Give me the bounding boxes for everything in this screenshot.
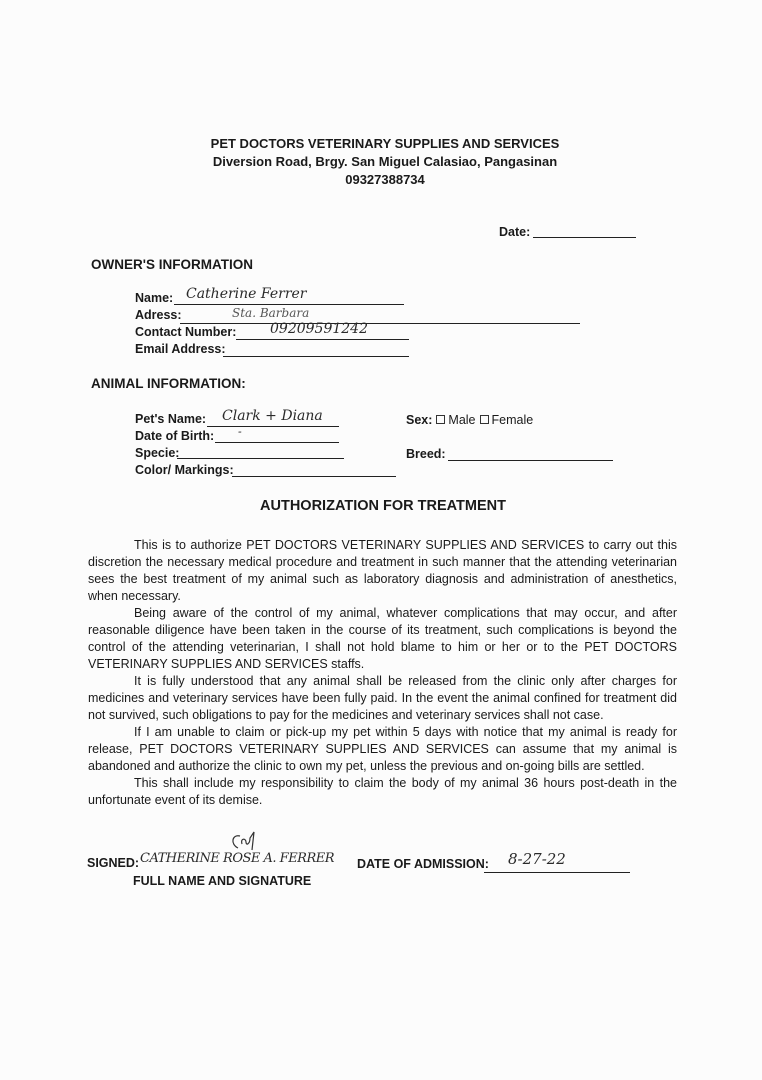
owner-address-value: Sta. Barbara: [232, 306, 310, 320]
owner-contact-label: Contact Number:: [135, 325, 237, 339]
owner-name-value: Catherine Ferrer: [186, 286, 307, 302]
female-checkbox[interactable]: [480, 415, 489, 424]
signed-value: CATHERINE ROSE A. FERRER: [140, 851, 335, 866]
pet-name-label: Pet's Name:: [135, 412, 207, 426]
authorization-paragraph: This shall include my responsibility to claim the body of my animal 36 hours post-death in the unfortunate event of its demise.: [88, 776, 677, 807]
authorization-body: [88, 537, 677, 809]
dob-label: Date of Birth:: [135, 429, 215, 443]
authorization-paragraph: This is to authorize PET DOCTORS VETERINARY SUPPLIES AND SERVICES to carry out this discretion the necessary medical procedure and treatment in such manner that the attending veterinarian sees the best treatment of my animal such as laboratory diagnosis and administration of anesthetics, when necessary.: [88, 538, 677, 603]
owner-section-heading: OWNER'S INFORMATION: [91, 257, 253, 272]
owner-name-label: Name:: [135, 291, 174, 305]
female-option-label: Female: [491, 413, 534, 427]
full-name-signature-label: FULL NAME AND SIGNATURE: [133, 874, 312, 888]
animal-section-heading: ANIMAL INFORMATION:: [91, 376, 246, 391]
business-address: Diversion Road, Brgy. San Miguel Calasiao, Pangasinan: [212, 154, 558, 169]
authorization-paragraph: Being aware of the control of my animal, whatever complications that may occur, and after reasonable diligence have been taken in the course of its treatment, such complications is beyond the control of the attending veterinarian, I shall not hold blame to him or her or to the PET DOCTORS VETERINARY SUPPLIES AND SERVICES staffs.: [88, 606, 677, 671]
date-of-admission-value: 8-27-22: [508, 850, 566, 868]
date-of-admission-field[interactable]: [484, 872, 630, 873]
authorization-paragraph: It is fully understood that any animal shall be released from the clinic only after charges for medicines and veterinary services have been fully paid. In the event the animal confined for treatment did not survived, such obligations to pay for the medicines and veterinary services shall not case.: [88, 674, 677, 722]
pet-name-value: Clark + Diana: [222, 408, 323, 424]
specie-field[interactable]: [177, 458, 344, 459]
dob-value: -: [238, 425, 242, 438]
owner-contact-value: 09209591242: [270, 321, 368, 337]
date-field[interactable]: [533, 237, 636, 238]
owner-address-label: Adress:: [135, 308, 182, 322]
specie-label: Specie:: [135, 446, 180, 460]
business-name: PET DOCTORS VETERINARY SUPPLIES AND SERVICES: [210, 136, 560, 151]
sex-field: [406, 413, 533, 427]
authorization-title: AUTHORIZATION FOR TREATMENT: [260, 498, 506, 514]
date-label: Date:: [499, 225, 531, 239]
date-of-admission-label: DATE OF ADMISSION:: [357, 857, 489, 871]
male-checkbox[interactable]: [436, 415, 445, 424]
pet-name-field[interactable]: [207, 426, 339, 427]
owner-address-field[interactable]: [180, 323, 580, 324]
signature-flourish: [226, 830, 266, 860]
owner-name-field[interactable]: [174, 304, 404, 305]
sex-label: Sex:: [406, 413, 433, 427]
breed-field[interactable]: [448, 460, 613, 461]
owner-email-label: Email Address:: [135, 342, 226, 356]
owner-contact-field[interactable]: [236, 339, 409, 340]
authorization-paragraph: If I am unable to claim or pick-up my pet within 5 days with notice that my animal is ready for release, PET DOCTORS VETERINARY SUPPLIES AND SERVICES can assume that my animal is abandoned and authorize the clinic to own my pet, unless the previous and on-going bills are settled.: [88, 725, 677, 773]
dob-field[interactable]: [215, 442, 339, 443]
male-option-label: Male: [448, 413, 476, 427]
signed-label: SIGNED:: [87, 856, 140, 870]
color-markings-field[interactable]: [232, 476, 396, 477]
owner-email-field[interactable]: [223, 356, 409, 357]
business-phone: 09327388734: [345, 172, 425, 187]
breed-label: Breed:: [406, 447, 446, 461]
color-markings-label: Color/ Markings:: [135, 463, 234, 477]
